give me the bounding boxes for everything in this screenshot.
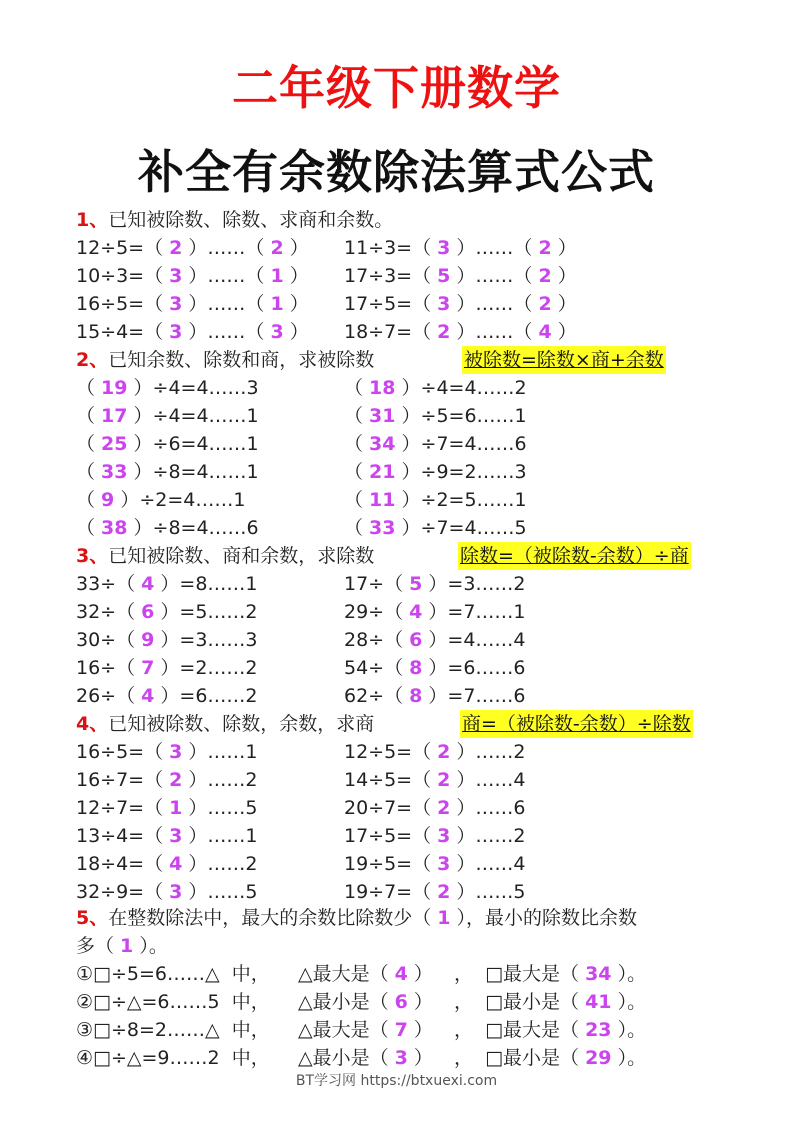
- equation-left: [76, 265, 309, 287]
- equation-text: 15÷4=（: [76, 321, 170, 343]
- answer-value: 3: [169, 741, 183, 763]
- equation-left: [76, 881, 258, 903]
- answer-value: 31: [369, 405, 396, 427]
- equation-text: （: [76, 461, 102, 483]
- equation-right: [344, 570, 526, 598]
- equation-text: 33÷（: [76, 573, 142, 595]
- equation-text: ）=5……2: [154, 601, 258, 623]
- equation-text: 10÷3=（: [76, 265, 170, 287]
- equation-text: 18÷7=（: [344, 321, 438, 343]
- equation-right: [344, 318, 577, 346]
- equation-text: ）……5: [182, 881, 258, 903]
- answer-value: 4: [394, 963, 408, 985]
- equation-right: [344, 738, 526, 766]
- answer-value: 4: [538, 321, 552, 343]
- equation-text: （: [76, 433, 102, 455]
- equation-row: [76, 486, 527, 514]
- equation-text: ）……1: [182, 741, 258, 763]
- section-number: 4、: [76, 713, 109, 735]
- section-number: 2、: [76, 349, 109, 371]
- equation-text: ）÷2=4……1: [114, 489, 246, 511]
- formula-highlight: 商=（被除数-余数）÷除数: [460, 710, 693, 738]
- equation-text: 32÷9=（: [76, 881, 170, 903]
- equation-row: [76, 738, 526, 766]
- equation-text: ）……（: [182, 321, 271, 343]
- equation-row: [76, 570, 526, 598]
- equation-text: ）÷4=4……1: [127, 405, 259, 427]
- equation-left: [76, 321, 309, 343]
- equation-text: 14÷5=（: [344, 769, 438, 791]
- equation-text: ）÷2=5……1: [395, 489, 527, 511]
- answer-value: 21: [369, 461, 396, 483]
- equation-text: （: [76, 489, 102, 511]
- equation-right: [344, 654, 526, 682]
- part-a: [298, 988, 433, 1016]
- equation-right: [344, 486, 527, 514]
- equation-text: ）÷5=6……1: [395, 405, 527, 427]
- equation-text: ）……（: [450, 321, 539, 343]
- section-number: 5、: [76, 907, 109, 929]
- equation-text: ）=2……2: [154, 657, 258, 679]
- equation-text: ）: [283, 321, 309, 343]
- equation-text: 20÷7=（: [344, 797, 438, 819]
- equation-text: ）……2: [182, 853, 258, 875]
- equation-left: [76, 797, 258, 819]
- equation-text: 12÷5=（: [76, 237, 170, 259]
- equation-text: ）=4……4: [422, 629, 526, 651]
- equation-text: （: [344, 489, 370, 511]
- equation-left: [76, 825, 258, 847]
- equation-text: ）=3……3: [154, 629, 258, 651]
- part-b: [454, 1044, 646, 1072]
- equation-row: [76, 290, 577, 318]
- equation-text: ）: [283, 265, 309, 287]
- equation-row: [76, 514, 527, 542]
- equation-text: 12÷5=（: [344, 741, 438, 763]
- equation-text: 16÷5=（: [76, 741, 170, 763]
- equation-right: [344, 430, 527, 458]
- equation-text: ）÷6=4……1: [127, 433, 259, 455]
- heading-text: ）。: [133, 935, 168, 957]
- equation-text: ）÷4=4……3: [127, 377, 259, 399]
- equation-text: （: [344, 461, 370, 483]
- answer-value: 38: [101, 517, 128, 539]
- question-text: ， □最小是（: [454, 1047, 586, 1069]
- answer-value: 6: [394, 991, 408, 1013]
- equation-text: ）: [283, 293, 309, 315]
- equation-text: ①□÷5=6……△ 中，: [76, 963, 270, 985]
- question-item: [76, 1044, 647, 1072]
- answer-value: 7: [394, 1019, 408, 1041]
- equation-text: ）……5: [182, 797, 258, 819]
- answer-value: 1: [270, 293, 284, 315]
- question-text: △最大是（: [298, 963, 395, 985]
- question-text: ）: [407, 1047, 433, 1069]
- equation-left: [76, 769, 258, 791]
- equation-left: [76, 517, 259, 539]
- equation-text: 16÷7=（: [76, 769, 170, 791]
- question-item: [76, 1016, 647, 1044]
- equation-row: [76, 850, 526, 878]
- equation-text: 18÷4=（: [76, 853, 170, 875]
- section-heading: [76, 904, 637, 932]
- equation-right: [344, 262, 577, 290]
- answer-value: 2: [169, 769, 183, 791]
- equation-text: ）÷7=4……5: [395, 517, 527, 539]
- answer-value: 4: [169, 853, 183, 875]
- answer-value: 23: [585, 1019, 612, 1041]
- equation-text: 62÷（: [344, 685, 410, 707]
- formula-highlight: 被除数=除数×商+余数: [462, 346, 666, 374]
- page-subtitle: 补全有余数除法算式公式: [138, 145, 655, 199]
- equation-text: 26÷（: [76, 685, 142, 707]
- equation-text: ）……4: [450, 769, 526, 791]
- equation-row: [76, 598, 526, 626]
- equation-left: [76, 405, 259, 427]
- equation-text: ）……（: [450, 237, 539, 259]
- equation-right: [344, 794, 526, 822]
- equation-text: 16÷（: [76, 657, 142, 679]
- equation-text: ）……2: [450, 825, 526, 847]
- answer-value: 33: [369, 517, 396, 539]
- answer-value: 8: [409, 657, 423, 679]
- question-text: ）。: [611, 963, 647, 985]
- answer-value: 4: [409, 601, 423, 623]
- equation-text: （: [76, 517, 102, 539]
- equation-text: 29÷（: [344, 601, 410, 623]
- equation-right: [344, 822, 526, 850]
- answer-value: 25: [101, 433, 128, 455]
- equation-row: [76, 318, 577, 346]
- answer-value: 8: [409, 685, 423, 707]
- equation-text: 17÷5=（: [344, 293, 438, 315]
- heading-text: 已知余数、除数和商，求被除数: [108, 349, 375, 371]
- equation-left: [76, 741, 258, 763]
- equation-right: [344, 626, 526, 654]
- equation-text: 19÷5=（: [344, 853, 438, 875]
- question-text: ）。: [611, 1047, 647, 1069]
- heading-text: 已知被除数、除数，余数，求商: [108, 713, 375, 735]
- equation-text: 28÷（: [344, 629, 410, 651]
- answer-value: 3: [169, 825, 183, 847]
- answer-value: 3: [437, 293, 451, 315]
- equation-row: [76, 654, 526, 682]
- equation-left: [76, 573, 258, 595]
- equation-text: （: [344, 377, 370, 399]
- answer-value: 2: [538, 265, 552, 287]
- equation-text: 12÷7=（: [76, 797, 170, 819]
- question-text: △最小是（: [298, 991, 395, 1013]
- equation-row: [76, 234, 577, 262]
- question-text: △最小是（: [298, 1047, 395, 1069]
- answer-value: 3: [437, 853, 451, 875]
- heading-text: 已知被除数、除数、求商和余数。: [108, 209, 394, 231]
- equation-text: ）: [551, 293, 577, 315]
- part-b: [454, 988, 646, 1016]
- answer-value: 6: [141, 601, 155, 623]
- heading-text: 在整数除法中，最大的余数比除数少（: [108, 907, 438, 929]
- answer-value: 3: [394, 1047, 408, 1069]
- answer-value: 11: [369, 489, 396, 511]
- question-text: ）: [407, 991, 433, 1013]
- equation-text: ）: [551, 265, 577, 287]
- answer-value: 1: [169, 797, 183, 819]
- part-b: [454, 1016, 646, 1044]
- question-text: ）: [407, 963, 433, 985]
- equation-right: [344, 682, 526, 710]
- equation-text: 30÷（: [76, 629, 142, 651]
- heading-text: 多（: [76, 935, 121, 957]
- equation-text: 16÷5=（: [76, 293, 170, 315]
- equation-text: ）=7……1: [422, 601, 526, 623]
- answer-value: 7: [141, 657, 155, 679]
- page-title: 二年级下册数学: [232, 61, 561, 115]
- equation-left: [76, 489, 245, 511]
- equation-row: [76, 402, 527, 430]
- equation-text: ）: [551, 237, 577, 259]
- answer-value: 4: [141, 685, 155, 707]
- answer-value: 2: [169, 237, 183, 259]
- equation-text: （: [76, 377, 102, 399]
- equation-left: [76, 685, 258, 707]
- answer-value: 9: [141, 629, 155, 651]
- equation-text: ）=6……6: [422, 657, 526, 679]
- equation-text: ）=8……1: [154, 573, 258, 595]
- equation-left: [76, 629, 258, 651]
- answer-value: 34: [369, 433, 396, 455]
- answer-value: 5: [437, 265, 451, 287]
- part-a: [298, 960, 433, 988]
- equation-text: ③□÷8=2……△ 中，: [76, 1019, 270, 1041]
- answer-value: 41: [585, 991, 612, 1013]
- equation-text: ）……（: [450, 293, 539, 315]
- equation-right: [344, 458, 527, 486]
- answer-value: 9: [101, 489, 115, 511]
- equation-right: [344, 878, 526, 906]
- equation-row: [76, 822, 526, 850]
- equation-row: [76, 682, 526, 710]
- equation-text: ）÷7=4……6: [395, 433, 527, 455]
- equation-text: ）……5: [450, 881, 526, 903]
- equation-text: 13÷4=（: [76, 825, 170, 847]
- equation-text: ②□÷△=6……5 中，: [76, 991, 270, 1013]
- answer-value: 29: [585, 1047, 612, 1069]
- answer-value: 1: [120, 935, 134, 957]
- answer-value: 1: [270, 265, 284, 287]
- section-number: 3、: [76, 545, 109, 567]
- answer-value: 3: [437, 237, 451, 259]
- answer-value: 3: [169, 293, 183, 315]
- section-heading-continued: [76, 932, 168, 960]
- equation-text: ）……（: [450, 265, 539, 287]
- heading-text: 已知被除数、商和余数，求除数: [108, 545, 375, 567]
- section-heading: [76, 710, 374, 738]
- question-item: [76, 988, 647, 1016]
- equation-text: （: [344, 433, 370, 455]
- equation-row: [76, 878, 526, 906]
- answer-value: 3: [270, 321, 284, 343]
- answer-value: 33: [101, 461, 128, 483]
- section-heading: [76, 206, 393, 234]
- equation-row: [76, 374, 527, 402]
- question-text: ）。: [611, 991, 647, 1013]
- answer-value: 2: [437, 321, 451, 343]
- equation-text: ）……（: [182, 237, 271, 259]
- equation-right: [344, 850, 526, 878]
- equation-right: [344, 234, 577, 262]
- equation-left: [76, 461, 259, 483]
- section-heading: [76, 346, 374, 374]
- question-text: ， □最大是（: [454, 1019, 586, 1041]
- equation-left: [76, 293, 309, 315]
- answer-value: 6: [409, 629, 423, 651]
- equation-left: [76, 237, 309, 259]
- equation-text: ）÷8=4……6: [127, 517, 259, 539]
- question-text: ）: [407, 1019, 433, 1041]
- equation-text: ）=7……6: [422, 685, 526, 707]
- answer-value: 3: [169, 265, 183, 287]
- answer-value: 4: [141, 573, 155, 595]
- answer-value: 18: [369, 377, 396, 399]
- equation-text: ）÷8=4……1: [127, 461, 259, 483]
- question-text: ， □最大是（: [454, 963, 586, 985]
- question-text: ， □最小是（: [454, 991, 586, 1013]
- equation-row: [76, 766, 526, 794]
- answer-value: 2: [538, 237, 552, 259]
- equation-right: [344, 290, 577, 318]
- equation-text: ）÷4=4……2: [395, 377, 527, 399]
- answer-value: 2: [437, 881, 451, 903]
- equation-right: [344, 598, 526, 626]
- equation-right: [344, 514, 527, 542]
- part-a: [298, 1016, 433, 1044]
- equation-row: [76, 262, 577, 290]
- equation-text: 11÷3=（: [344, 237, 438, 259]
- answer-value: 2: [437, 769, 451, 791]
- equation-row: [76, 458, 527, 486]
- equation-text: （: [76, 405, 102, 427]
- equation-text: ）: [551, 321, 577, 343]
- equation-left: [76, 601, 258, 623]
- equation-row: [76, 794, 526, 822]
- equation-text: ）……（: [182, 265, 271, 287]
- question-text: △最大是（: [298, 1019, 395, 1041]
- equation-text: 32÷（: [76, 601, 142, 623]
- equation-text: ）……4: [450, 853, 526, 875]
- answer-value: 1: [437, 907, 451, 929]
- answer-value: 2: [437, 741, 451, 763]
- answer-value: 2: [437, 797, 451, 819]
- equation-left: [76, 853, 258, 875]
- equation-right: [344, 402, 527, 430]
- answer-value: 34: [585, 963, 612, 985]
- equation-left: [76, 433, 259, 455]
- equation-text: 17÷（: [344, 573, 410, 595]
- question-item: [76, 960, 647, 988]
- equation-text: 17÷3=（: [344, 265, 438, 287]
- equation-text: ）: [283, 237, 309, 259]
- question-text: ）。: [611, 1019, 647, 1041]
- equation-text: ）……2: [182, 769, 258, 791]
- answer-value: 2: [270, 237, 284, 259]
- section-number: 1、: [76, 209, 109, 231]
- equation-text: ）=6……2: [154, 685, 258, 707]
- equation-text: ）=3……2: [422, 573, 526, 595]
- equation-right: [344, 374, 527, 402]
- answer-value: 19: [101, 377, 128, 399]
- equation-text: 17÷5=（: [344, 825, 438, 847]
- equation-row: [76, 626, 526, 654]
- equation-left: [76, 377, 259, 399]
- equation-text: ）……6: [450, 797, 526, 819]
- equation-text: （: [344, 405, 370, 427]
- answer-value: 3: [169, 321, 183, 343]
- equation-text: ④□÷△=9……2 中，: [76, 1047, 270, 1069]
- equation-text: ）……1: [182, 825, 258, 847]
- formula-highlight: 除数=（被除数-余数）÷商: [458, 542, 691, 570]
- answer-value: 3: [437, 825, 451, 847]
- equation-row: [76, 430, 527, 458]
- equation-text: ）……2: [450, 741, 526, 763]
- part-b: [454, 960, 646, 988]
- equation-text: 19÷7=（: [344, 881, 438, 903]
- equation-text: ）……（: [182, 293, 271, 315]
- answer-value: 5: [409, 573, 423, 595]
- equation-text: ）÷9=2……3: [395, 461, 527, 483]
- answer-value: 2: [538, 293, 552, 315]
- footer-source: BT学习网 https://btxuexi.com: [295, 1073, 498, 1089]
- answer-value: 3: [169, 881, 183, 903]
- equation-right: [344, 766, 526, 794]
- equation-text: 54÷（: [344, 657, 410, 679]
- answer-value: 17: [101, 405, 128, 427]
- heading-text: ），最小的除数比余数: [450, 907, 638, 929]
- section-heading: [76, 542, 374, 570]
- equation-text: （: [344, 517, 370, 539]
- equation-left: [76, 657, 258, 679]
- part-a: [298, 1044, 433, 1072]
